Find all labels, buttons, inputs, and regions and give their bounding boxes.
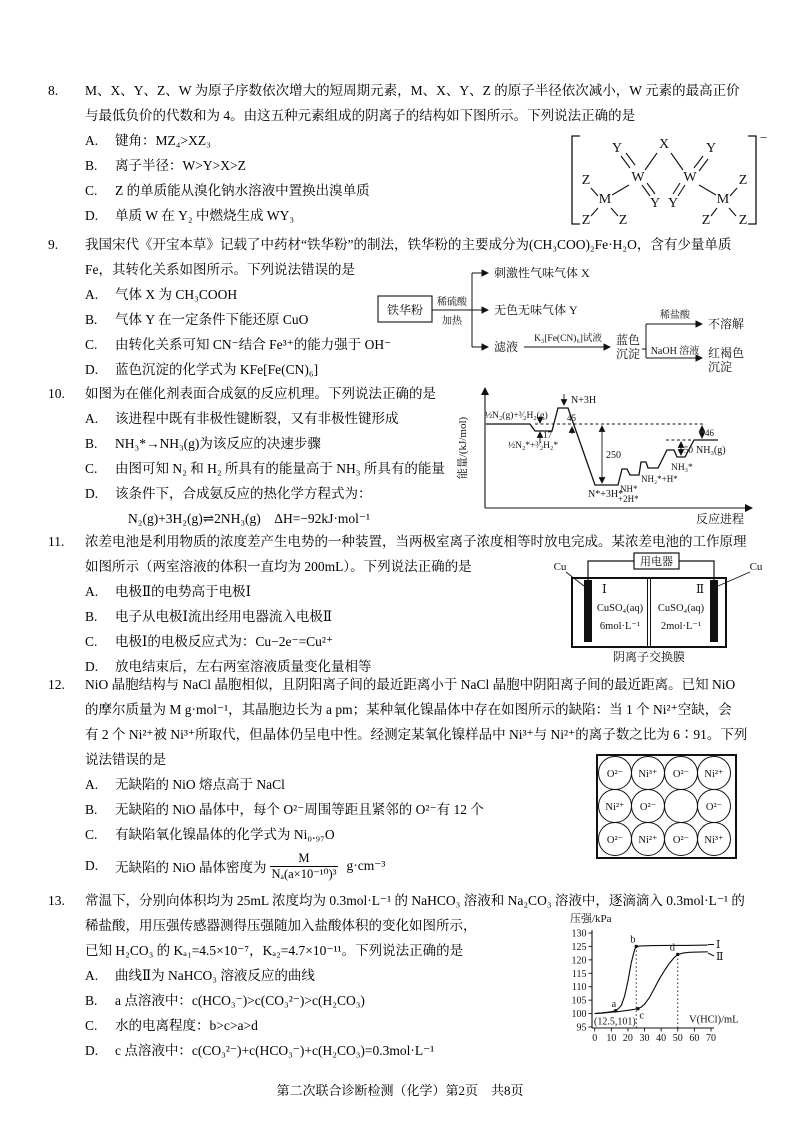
option-label: A. <box>85 411 99 426</box>
option-text: 键角：MZ₄>XZ₃ <box>115 133 211 148</box>
species-nh-line2: +2H* <box>618 494 639 504</box>
bond-lines <box>591 153 737 216</box>
branch1-reagent: 稀盐酸 <box>660 310 690 321</box>
x-tick-label: 30 <box>639 1033 650 1044</box>
y-tick-label: 105 <box>571 995 587 1007</box>
atom-z: Z <box>738 173 748 188</box>
atom-z: Z <box>701 213 711 228</box>
q11-cell-diagram <box>546 550 770 665</box>
option-text: 由图可知 N₂ 和 H₂ 所具有的能量高于 NH₃ 所具有的能量 <box>115 461 445 476</box>
bond-line <box>611 208 618 216</box>
bond-line <box>730 188 737 196</box>
option-label: B. <box>85 158 98 173</box>
option-label: A. <box>85 777 99 792</box>
option-text-suffix: g·cm⁻³ <box>346 858 386 873</box>
question-number: 10. <box>48 386 65 401</box>
right-bracket <box>748 136 756 224</box>
option-text: 该进程中既有非极性键断裂，又有非极性键形成 <box>115 411 399 426</box>
electrode-2 <box>710 580 718 642</box>
density-fraction <box>270 851 339 881</box>
atom-y: Y <box>611 141 623 156</box>
solution-left-formula: CuSO₄(aq) <box>596 603 644 614</box>
stem-line: M、X、Y、Z、W 为原子序数依次增大的短周期元素，M、X、Y、Z 的原子半径依次减小，W 元素的最高正价 <box>85 83 740 98</box>
option-label: B. <box>85 802 98 817</box>
option-label: B. <box>85 312 98 327</box>
atom-z: Z <box>618 213 628 228</box>
option-label: C. <box>85 1018 98 1033</box>
bond-line <box>699 185 716 195</box>
option-text: 无缺陷的 NiO 熔点高于 NaCl <box>115 777 285 792</box>
q9-flowchart <box>372 258 772 376</box>
option-label: D. <box>85 1043 99 1058</box>
option-label: D. <box>85 362 99 377</box>
bond-line <box>645 153 657 170</box>
option-label: B. <box>85 436 98 451</box>
bond-line <box>694 156 703 168</box>
ion-label: O²⁻ <box>705 802 723 813</box>
option-text: 电极Ⅱ的电势高于电极Ⅰ <box>115 584 252 599</box>
question-number: 11. <box>48 534 65 549</box>
option-text: 曲线Ⅱ为 NaHCO₃ 溶液反应的曲线 <box>115 968 315 983</box>
question-number: 8. <box>48 83 59 98</box>
ion-label: Ni²⁺ <box>638 835 658 846</box>
ion-label: O²⁻ <box>672 769 690 780</box>
option-label: A. <box>85 584 99 599</box>
option-label: B. <box>85 609 98 624</box>
bond-line <box>591 208 598 216</box>
bond-line <box>711 208 717 216</box>
stem-line: 与最低负价的代数和为 4。由这五种元素组成的阴离子的结构如下图所示。下列说法正确的是 <box>85 108 636 123</box>
atom-z: Z <box>581 213 591 228</box>
species-bottom: N*+3H* <box>588 489 624 500</box>
point-label-a: a <box>611 998 617 1010</box>
x-tick-label: 40 <box>656 1033 667 1044</box>
condition-bottom: 加热 <box>442 316 462 327</box>
q13-pressure-chart <box>543 900 773 1068</box>
atom-x: X <box>658 137 670 152</box>
option-text: c 点溶液中：c(CO₃²⁻)+c(HCO₃⁻)+c(H₂CO₃)=0.3mol·L⁻¹ <box>115 1043 435 1058</box>
electrode-metal-right: Cu <box>749 561 763 573</box>
ion-label: O²⁻ <box>672 835 690 846</box>
bond-line <box>612 185 629 195</box>
stem-line: 说法错误的是 <box>85 752 166 767</box>
stem-line: 如图为在催化剂表面合成氨的反应机理。下列说法正确的是 <box>85 386 436 401</box>
bond-line <box>699 159 708 171</box>
ion-label: Ni³⁺ <box>704 835 724 846</box>
option-text: 气体 X 为 CH₃COOH <box>115 287 238 302</box>
species-peak: N+3H <box>571 395 597 406</box>
option-text: 有缺陷氧化镍晶体的化学式为 Ni₀.₉₇O <box>115 827 335 842</box>
y-tick-label: 125 <box>571 941 587 953</box>
option-text: 放电结束后，左右两室溶液质量变化量相等 <box>115 659 372 674</box>
option-label: C. <box>85 827 98 842</box>
option-label: B. <box>85 993 98 1008</box>
ion-label: O²⁻ <box>639 802 657 813</box>
bond-line <box>621 156 630 168</box>
species-nh-line1: NH* <box>620 484 638 494</box>
bond-line <box>671 153 683 170</box>
branch2-result-line1: 红褐色 <box>708 346 745 360</box>
x-tick-label: 60 <box>689 1033 700 1044</box>
fraction-denominator: Nₐ(a×10⁻¹⁰)³ <box>271 866 337 881</box>
option-label: D. <box>85 486 99 501</box>
option-label: C. <box>85 634 98 649</box>
stem-line: 浓差电池是利用物质的浓度差产生电势的一种装置，当两极室离子浓度相等时放电完成。某浓差电池的工作原理 <box>85 534 747 549</box>
option-text: 水的电离程度：b>c>a>d <box>115 1018 258 1033</box>
stem-line: 稀盐酸，用压强传感器测得压强随加入盐酸体积的变化如图所示， <box>85 918 477 933</box>
x-axis-label: V(HCl)/mL <box>689 1014 739 1026</box>
option-text: 无缺陷的 NiO 晶体中，每个 O²⁻周围等距且紧邻的 O²⁻有 12 个 <box>115 802 484 817</box>
precipitate-line2: 沉淀 <box>616 347 641 361</box>
bond-line <box>642 185 650 196</box>
fraction-numerator: M <box>270 851 339 866</box>
atom-w: W <box>683 170 697 185</box>
stem-line: 有 2 个 Ni²⁺被 Ni³⁺所取代，但晶体仍呈电中性。经测定某氧化镍样品中 Ni³⁺与 Ni²⁺的离子数之比为 6∶91。下列 <box>85 727 748 742</box>
stem-line: 的摩尔质量为 M g·mol⁻¹，其晶胞边长为 a pm；某种氧化镍晶体中存在如图所示的缺陷：当 1 个 Ni²⁺空缺，会 <box>85 702 732 717</box>
solution-right-formula: CuSO₄(aq) <box>657 603 705 614</box>
bond-line <box>678 185 685 196</box>
point-label-d: d <box>669 942 676 954</box>
atom-w: W <box>631 170 645 185</box>
bond-line <box>591 188 598 196</box>
energy-value-45: 45 <box>567 413 576 423</box>
x-tick-label: 50 <box>672 1033 683 1044</box>
species-nh3-gas: NH₃(g) <box>696 445 726 456</box>
vacancy-circle <box>665 790 698 823</box>
y-tick-label: 110 <box>571 982 587 994</box>
electrode-number-left: Ⅰ <box>602 582 607 596</box>
atom-m: M <box>598 192 612 207</box>
reagent-label: K₃[Fe(CN)₆]试液 <box>534 334 602 344</box>
q8-anion-structure-diagram <box>560 124 772 230</box>
energy-value-250: 250 <box>606 450 621 461</box>
option-label: A. <box>85 968 99 983</box>
bond-line <box>673 183 680 194</box>
atom-y: Y <box>649 196 661 211</box>
atom-y: Y <box>667 196 679 211</box>
option-label: C. <box>85 461 98 476</box>
ion-label: Ni²⁺ <box>605 802 625 813</box>
option-label: D. <box>85 659 99 674</box>
option-label: D. <box>85 858 99 873</box>
option-text: 由转化关系可知 CN⁻结合 Fe³⁺的能力强于 OH⁻ <box>115 337 392 352</box>
product-gas-x: 刺激性气味气体 X <box>494 266 590 280</box>
solution-right-concentration: 2mol·L⁻¹ <box>660 621 702 632</box>
option-label: D. <box>85 208 99 223</box>
bond-line <box>729 208 736 216</box>
option-text: 电子从电极Ⅰ流出经用电器流入电极Ⅱ <box>115 609 333 624</box>
species-start: ½N₂(g)+³⁄₂H₂(g) <box>485 411 548 421</box>
series-label-2: Ⅱ <box>716 951 724 963</box>
atom-m: M <box>716 192 730 207</box>
stem-line: 常温下，分别向体积均为 25mL 浓度均为 0.3mol·L⁻¹ 的 NaHCO₃ 溶液和 Na₂CO₃ 溶液中，逐滴滴入 0.3mol·L⁻¹ 的 <box>85 893 745 908</box>
device-label: 用电器 <box>640 556 673 568</box>
bond-line <box>647 183 655 194</box>
product-gas-y: 无色无味气体 Y <box>494 303 578 317</box>
point-label-b: b <box>630 934 636 946</box>
x-tick-label: 70 <box>706 1033 716 1044</box>
option-label: C. <box>85 337 98 352</box>
energy-value-50: 50 <box>684 445 693 455</box>
q12-crystal-diagram <box>594 752 742 864</box>
bond-line <box>626 153 635 165</box>
option-label: A. <box>85 287 99 302</box>
option-text: 该条件下，合成氨反应的热化学方程式为： <box>115 486 372 501</box>
species-nh2: NH₂*+H* <box>641 474 678 484</box>
x-tick-label: 20 <box>622 1033 633 1044</box>
filtrate-label: 滤液 <box>494 340 519 354</box>
option-text: NH₃*→NH₃(g)为该反应的决速步骤 <box>115 436 321 451</box>
option-text: 气体 Y 在一定条件下能还原 CuO <box>115 312 309 327</box>
q10-energy-diagram <box>452 376 770 524</box>
charge-label: − <box>760 130 768 145</box>
stem-line: 已知 H₂CO₃ 的 Kₐ₁=4.5×10⁻⁷，Kₐ₂=4.7×10⁻¹¹。下列说法正确的是 <box>85 943 464 958</box>
branch2-result-line2: 沉淀 <box>708 360 733 374</box>
y-tick-label: 120 <box>571 955 587 967</box>
y-tick-label: 115 <box>571 968 587 980</box>
option-text-prefix: 无缺陷的 NiO 晶体密度为 <box>115 860 267 875</box>
condition-top: 稀硫酸 <box>437 297 467 308</box>
question-number: 13. <box>48 893 65 908</box>
option-label: C. <box>85 183 98 198</box>
option-text: 离子半径：W>Y>X>Z <box>115 158 246 173</box>
x-axis-label: 反应进程 <box>695 512 745 526</box>
electrode-1 <box>584 580 592 642</box>
footer-page-info: 第二次联合诊断检测（化学）第2页 共8页 <box>276 1083 524 1098</box>
branch1-result: 不溶解 <box>708 317 745 331</box>
solution-left-concentration: 6mol·L⁻¹ <box>599 621 641 632</box>
option-d-equation: N₂(g)+3H₂(g)⇌2NH₃(g) ΔH=−92kJ·mol⁻¹ <box>128 511 371 526</box>
point-annotation: (12.5,101) <box>594 1016 636 1028</box>
x-tick-label: 0 <box>592 1033 598 1044</box>
precipitate-line1: 蓝色 <box>616 333 641 347</box>
ion-label: O²⁻ <box>606 769 624 780</box>
option-text: 电极Ⅰ的电极反应式为：Cu−2e⁻=Cu²⁺ <box>115 634 334 649</box>
option-label: A. <box>85 133 99 148</box>
source-label: 铁华粉 <box>386 303 424 317</box>
membrane-label: 阴离子交换膜 <box>612 650 686 664</box>
y-axis-label: 能量/(kJ/mol) <box>457 416 469 480</box>
ion-label: Ni²⁺ <box>704 769 724 780</box>
stem-line: NiO 晶胞结构与 NaCl 晶胞相似，且阴阳离子间的最近距离小于 NaCl 晶胞中阴阳离子间的最近距离。已知 NiO <box>85 677 736 692</box>
electrode-metal-left: Cu <box>553 561 567 573</box>
question-number: 12. <box>48 677 65 692</box>
species-nh3-adsorbed: NH₃* <box>671 463 693 473</box>
stem-line: Fe，其转化关系如图所示。下列说法错误的是 <box>85 262 355 277</box>
series-label-1: Ⅰ <box>716 939 721 951</box>
option-text: a 点溶液中：c(HCO₃⁻)>c(CO₃²⁻)>c(H₂CO₃) <box>115 993 365 1008</box>
option-text: 蓝色沉淀的化学式为 KFe[Fe(CN)₆] <box>115 362 319 377</box>
option-text: Z 的单质能从溴化钠水溶液中置换出溴单质 <box>115 183 370 198</box>
atom-y: Y <box>705 141 717 156</box>
option-text: 单质 W 在 Y₂ 中燃烧生成 WY₃ <box>115 208 295 223</box>
atom-z: Z <box>581 173 591 188</box>
energy-value-46: 46 <box>705 428 714 438</box>
electrode-number-right: Ⅱ <box>696 582 705 596</box>
branch2-reagent: NaOH 溶液 <box>650 346 700 357</box>
stem-line: 如图所示（两室溶液的体积一直均为 200mL）。下列说法正确的是 <box>85 559 472 574</box>
point-label-c: c <box>639 1010 645 1022</box>
x-tick-label: 10 <box>606 1033 617 1044</box>
ion-label: O²⁻ <box>606 835 624 846</box>
ion-label: Ni³⁺ <box>638 769 658 780</box>
y-tick-label: 130 <box>571 928 587 940</box>
atom-z: Z <box>738 213 748 228</box>
y-axis-label: 压强/kPa <box>570 913 612 925</box>
energy-value-17: 17 <box>543 430 552 440</box>
series-lead-line <box>708 953 714 956</box>
species-adsorbed: ½N₂*+³⁄₂H₂* <box>508 441 559 451</box>
question-number: 9. <box>48 237 59 252</box>
y-tick-label: 100 <box>571 1009 587 1021</box>
left-bracket <box>572 136 580 224</box>
data-point-d <box>676 953 679 956</box>
stem-line: 我国宋代《开宝本草》记载了中药材“铁华粉”的制法，铁华粉的主要成分为(CH₃COO)₂Fe·H₂O，含有少量单质 <box>85 237 732 252</box>
y-tick-label: 95 <box>576 1022 587 1034</box>
